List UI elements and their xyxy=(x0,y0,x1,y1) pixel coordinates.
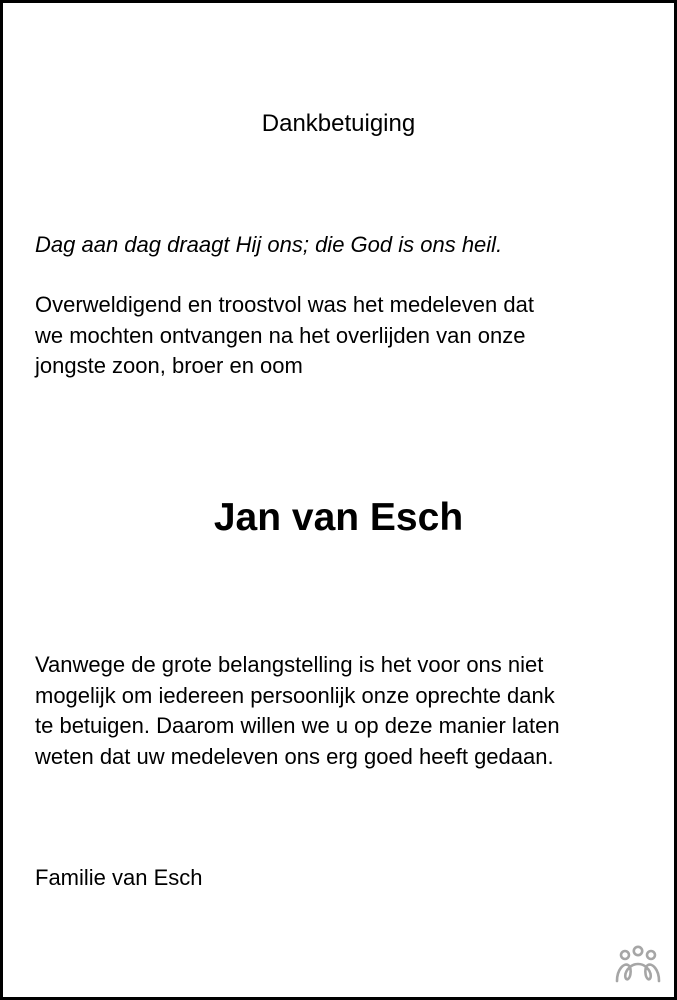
intro-line: Overweldigend en troostvol was het medeleven dat xyxy=(35,292,534,317)
intro-line: we mochten ontvangen na het overlijden van onze xyxy=(35,322,526,348)
signature: Familie van Esch xyxy=(35,865,203,890)
body-line: Vanwege de grote belangstelling is het voor ons niet xyxy=(35,652,544,677)
body-line: mogelijk om iedereen persoonlijk onze oprechte dank xyxy=(35,682,555,708)
notice-heading: Dankbetuiging xyxy=(261,110,416,137)
intro-line: jongste zoon, broer en oom xyxy=(35,353,303,378)
body-line: te betuigen. Daarom willen we u op deze manier laten xyxy=(35,713,560,738)
body-paragraph xyxy=(35,650,655,772)
deceased-name: Jan van Esch xyxy=(213,496,464,539)
intro-paragraph xyxy=(35,290,655,382)
bible-verse: Dag aan dag draagt Hij ons; die God is ons heil. xyxy=(35,232,503,257)
body-line: weten dat uw medeleven ons erg goed heeft gedaan. xyxy=(35,743,554,769)
people-group-icon xyxy=(614,945,662,985)
